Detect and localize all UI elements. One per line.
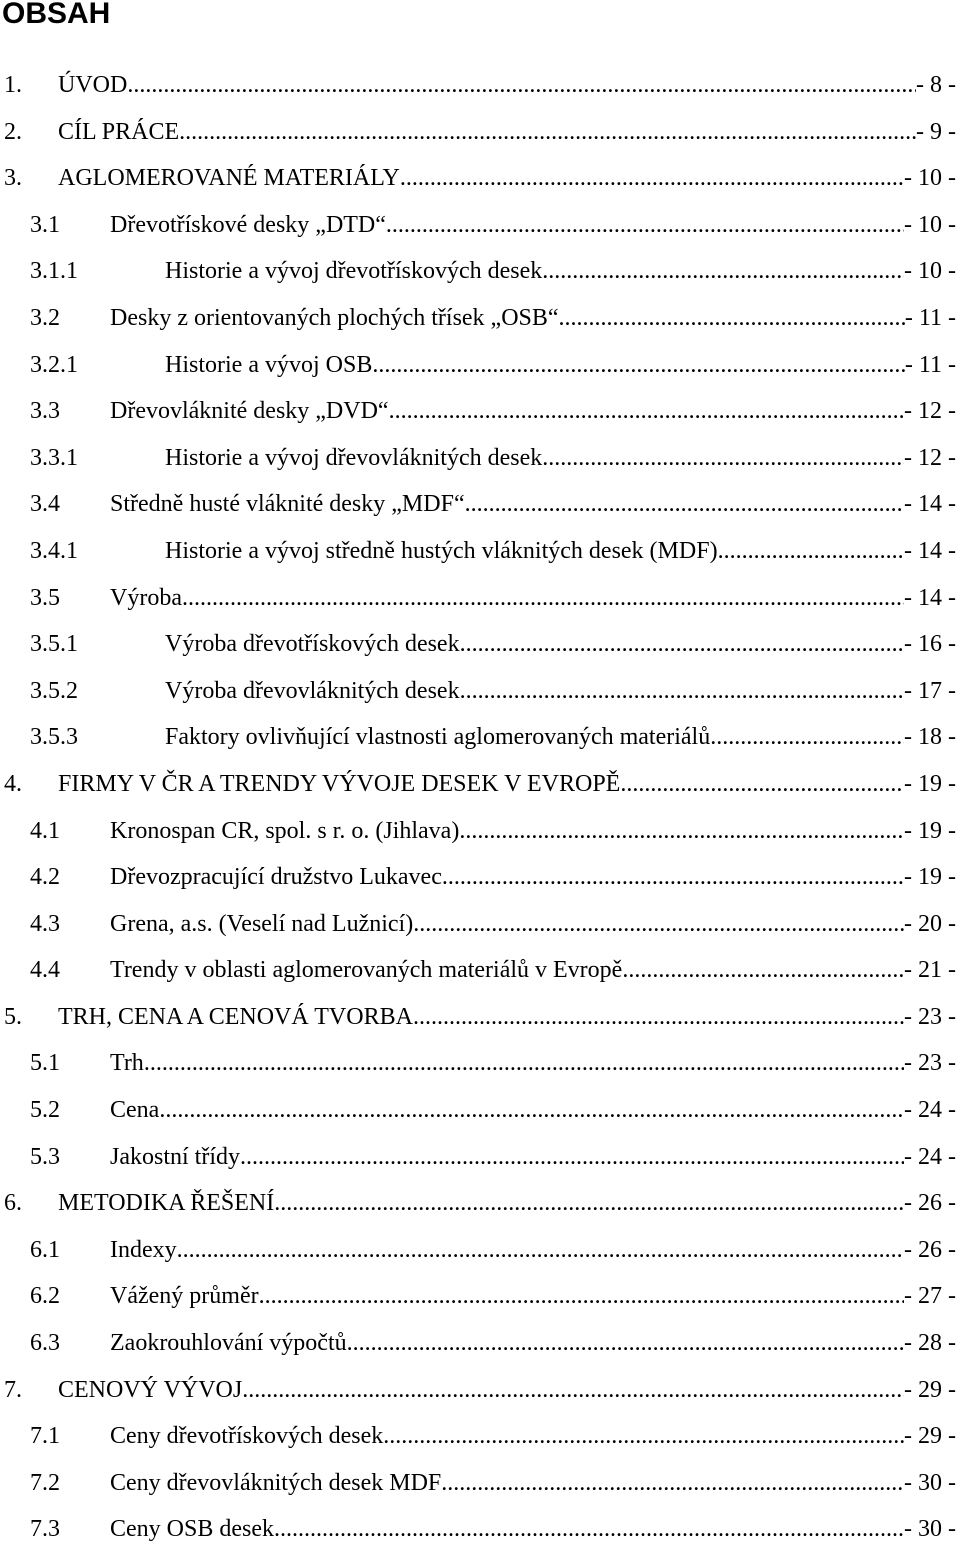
toc-entry-page-number: - 12 - (904, 398, 956, 425)
toc-entry-label: TRH, CENA A CENOVÁ TVORBA (58, 1003, 413, 1030)
toc-entry-label: Historie a vývoj OSB (165, 351, 373, 378)
toc-entry-label: Trh (110, 1050, 144, 1077)
toc-entry[interactable] (0, 481, 960, 528)
toc-dot-leader (441, 1460, 904, 1507)
toc-entry-label: Historie a vývoj dřevovláknitých desek (165, 444, 543, 471)
toc-entry-page-number: - 11 - (904, 351, 956, 378)
toc-entry-label: Dřevozpracující družstvo Lukavec (110, 864, 442, 891)
toc-entry[interactable] (0, 575, 960, 622)
toc-entry-label: Středně husté vláknité desky „MDF“ (110, 491, 465, 518)
toc-entry-page-number: - 19 - (904, 817, 956, 844)
toc-entry-number: 4.4 (30, 957, 60, 984)
toc-entry-number: 3. (4, 165, 22, 192)
toc-entry-label: Dřevovláknité desky „DVD“ (110, 398, 389, 425)
toc-dot-leader (460, 621, 904, 668)
toc-dot-leader (347, 1320, 904, 1367)
toc-entry[interactable] (0, 761, 960, 808)
toc-dot-leader (413, 901, 904, 948)
toc-entry-page-number: - 8 - (916, 72, 956, 98)
toc-dot-leader (459, 808, 904, 855)
toc-entry-label: CENOVÝ VÝVOJ (58, 1376, 243, 1403)
toc-entry-label: Výroba dřevotřískových desek (165, 631, 460, 658)
toc-dot-leader (718, 528, 904, 575)
toc-entry-page-number: - 26 - (904, 1190, 956, 1217)
toc-dot-leader (159, 1087, 904, 1134)
toc-entry-label: Faktory ovlivňující vlastnosti aglomerovaných materiálů (165, 724, 711, 751)
toc-entry-label: Historie a vývoj středně hustých vláknitých desek (MDF) (165, 537, 718, 564)
toc-entry-number: 3.5.2 (30, 677, 78, 704)
toc-entry-page-number: - 12 - (904, 444, 956, 471)
toc-entry-label: FIRMY V ČR A TRENDY VÝVOJE DESEK V EVROPĚ (58, 770, 621, 797)
toc-dot-leader (240, 1134, 904, 1181)
toc-entry-label: Výroba (110, 584, 182, 611)
toc-dot-leader (542, 435, 904, 482)
toc-entry-number: 3.5 (30, 584, 60, 611)
toc-dot-leader (620, 761, 904, 808)
toc-entry-label: Trendy v oblasti aglomerovaných materiálů v Evropě (110, 957, 623, 984)
toc-entry-page-number: - 17 - (904, 677, 956, 704)
toc-entry-number: 2. (4, 118, 22, 145)
toc-entry[interactable] (0, 342, 960, 389)
toc-entry[interactable] (0, 668, 960, 715)
toc-entry[interactable] (0, 155, 960, 202)
toc-entry-page-number: - 10 - (904, 211, 956, 238)
toc-entry[interactable] (0, 1320, 960, 1367)
toc-dot-leader (179, 109, 916, 156)
toc-entry-page-number: - 16 - (904, 631, 956, 658)
toc-dot-leader (559, 295, 905, 342)
toc-entry-page-number: - 20 - (904, 910, 956, 937)
toc-entry-label: Desky z orientovaných plochých třísek „OSB“ (110, 304, 559, 331)
toc-entry-page-number: - 11 - (904, 304, 956, 331)
toc-entry[interactable] (0, 435, 960, 482)
toc-dot-leader (182, 575, 904, 622)
toc-entry[interactable] (0, 901, 960, 948)
toc-entry-number: 3.5.1 (30, 631, 78, 658)
toc-entry-label: Ceny dřevotřískových desek (110, 1423, 384, 1450)
toc-entry-number: 3.3.1 (30, 444, 78, 471)
toc-entry[interactable] (0, 388, 960, 435)
toc-entry[interactable] (0, 1087, 960, 1134)
toc-entry-page-number: - 29 - (904, 1376, 956, 1403)
toc-entry-page-number: - 26 - (904, 1236, 956, 1263)
toc-entry-number: 3.5.3 (30, 724, 78, 751)
toc-dot-leader (127, 62, 916, 109)
toc-entry-page-number: - 23 - (904, 1003, 956, 1030)
toc-entry-page-number: - 9 - (916, 118, 956, 145)
toc-dot-leader (465, 481, 904, 528)
toc-entry[interactable] (0, 1506, 960, 1553)
toc-entry[interactable] (0, 1460, 960, 1507)
toc-entry-number: 4.2 (30, 864, 60, 891)
toc-entry-page-number: - 10 - (904, 258, 956, 285)
toc-entry[interactable] (0, 1273, 960, 1320)
toc-entry-label: Ceny dřevovláknitých desek MDF (110, 1469, 442, 1496)
toc-entry-number: 5. (4, 1003, 22, 1030)
toc-dot-leader (259, 1273, 904, 1320)
toc-entry-number: 6.1 (30, 1236, 60, 1263)
toc-entry-label: METODIKA ŘEŠENÍ (58, 1190, 275, 1217)
toc-entry-number: 7.3 (30, 1516, 60, 1543)
toc-entry[interactable] (0, 1413, 960, 1460)
toc-entry[interactable] (0, 1134, 960, 1181)
toc-entry-page-number: - 24 - (904, 1097, 956, 1124)
toc-entry-page-number: - 14 - (904, 584, 956, 611)
toc-entry-label: Ceny OSB desek (110, 1516, 274, 1543)
toc-entry[interactable] (0, 808, 960, 855)
toc-dot-leader (144, 1040, 904, 1087)
toc-entry-number: 5.1 (30, 1050, 60, 1077)
toc-entry-page-number: - 19 - (904, 864, 956, 891)
toc-entry-number: 7.1 (30, 1423, 60, 1450)
toc-entry[interactable] (0, 295, 960, 342)
toc-entry-number: 7.2 (30, 1469, 60, 1496)
toc-entry-label: Kronospan CR, spol. s r. o. (Jihlava) (110, 817, 460, 844)
toc-entry-label: Jakostní třídy (110, 1143, 240, 1170)
toc-dot-leader (274, 1180, 904, 1227)
toc-entry-number: 3.1 (30, 211, 60, 238)
toc-entry-label: AGLOMEROVANÉ MATERIÁLY (58, 165, 400, 192)
toc-dot-leader (389, 388, 904, 435)
toc-entry-number: 6.3 (30, 1330, 60, 1357)
toc-entry-number: 4.1 (30, 817, 60, 844)
toc-entry[interactable] (0, 109, 960, 156)
toc-entry-number: 6.2 (30, 1283, 60, 1310)
toc-entry-page-number: - 14 - (904, 537, 956, 564)
toc-entry[interactable] (0, 947, 960, 994)
toc-entry[interactable] (0, 528, 960, 575)
table-of-contents (0, 62, 960, 1553)
toc-entry[interactable] (0, 1040, 960, 1087)
toc-entry[interactable] (0, 248, 960, 295)
toc-entry-number: 7. (4, 1376, 22, 1403)
toc-dot-leader (413, 994, 904, 1041)
toc-entry-number: 5.2 (30, 1097, 60, 1124)
toc-entry-number: 5.3 (30, 1143, 60, 1170)
toc-entry-label: ÚVOD (58, 72, 128, 98)
toc-entry-page-number: - 23 - (904, 1050, 956, 1077)
toc-entry-page-number: - 10 - (904, 165, 956, 192)
toc-entry[interactable] (0, 621, 960, 668)
toc-entry-number: 3.3 (30, 398, 60, 425)
toc-entry[interactable] (0, 62, 960, 109)
toc-entry-number: 4. (4, 770, 22, 797)
toc-dot-leader (622, 947, 904, 994)
page-title: OBSAH (2, 0, 111, 30)
toc-entry-number: 3.2 (30, 304, 60, 331)
toc-entry-page-number: - 24 - (904, 1143, 956, 1170)
toc-entry[interactable] (0, 854, 960, 901)
toc-entry-label: Cena (110, 1097, 160, 1124)
toc-entry-page-number: - 30 - (904, 1516, 956, 1543)
toc-entry[interactable] (0, 1367, 960, 1414)
toc-dot-leader (400, 155, 904, 202)
toc-dot-leader (386, 202, 904, 249)
toc-entry-page-number: - 21 - (904, 957, 956, 984)
toc-dot-leader (177, 1227, 904, 1274)
toc-entry[interactable] (0, 714, 960, 761)
toc-entry-label: Výroba dřevovláknitých desek (165, 677, 460, 704)
toc-entry-label: Vážený průměr (110, 1283, 259, 1310)
toc-entry-number: 1. (4, 72, 22, 98)
toc-entry-page-number: - 18 - (904, 724, 956, 751)
toc-dot-leader (542, 248, 904, 295)
toc-entry-number: 3.1.1 (30, 258, 78, 285)
toc-dot-leader (710, 714, 904, 761)
toc-dot-leader (383, 1413, 904, 1460)
toc-entry-page-number: - 14 - (904, 491, 956, 518)
toc-entry-label: CÍL PRÁCE (58, 118, 180, 145)
toc-dot-leader (274, 1506, 904, 1553)
toc-dot-leader (372, 342, 905, 389)
toc-entry-number: 4.3 (30, 910, 60, 937)
toc-entry[interactable] (0, 202, 960, 249)
toc-entry-label: Indexy (110, 1236, 177, 1263)
toc-entry-label: Zaokrouhlování výpočtů (110, 1330, 347, 1357)
toc-entry-page-number: - 30 - (904, 1469, 956, 1496)
toc-dot-leader (442, 854, 904, 901)
toc-entry-page-number: - 27 - (904, 1283, 956, 1310)
toc-dot-leader (242, 1367, 904, 1414)
toc-entry[interactable] (0, 1180, 960, 1227)
toc-entry-number: 3.4.1 (30, 537, 78, 564)
toc-entry-number: 3.4 (30, 491, 60, 518)
toc-entry[interactable] (0, 1227, 960, 1274)
toc-entry-page-number: - 29 - (904, 1423, 956, 1450)
toc-entry[interactable] (0, 994, 960, 1041)
toc-entry-label: Historie a vývoj dřevotřískových desek (165, 258, 543, 285)
toc-entry-number: 6. (4, 1190, 22, 1217)
toc-entry-page-number: - 28 - (904, 1330, 956, 1357)
toc-entry-label: Dřevotřískové desky „DTD“ (110, 211, 386, 238)
toc-entry-page-number: - 19 - (904, 770, 956, 797)
toc-dot-leader (460, 668, 904, 715)
toc-entry-number: 3.2.1 (30, 351, 78, 378)
toc-entry-label: Grena, a.s. (Veselí nad Lužnicí) (110, 910, 414, 937)
